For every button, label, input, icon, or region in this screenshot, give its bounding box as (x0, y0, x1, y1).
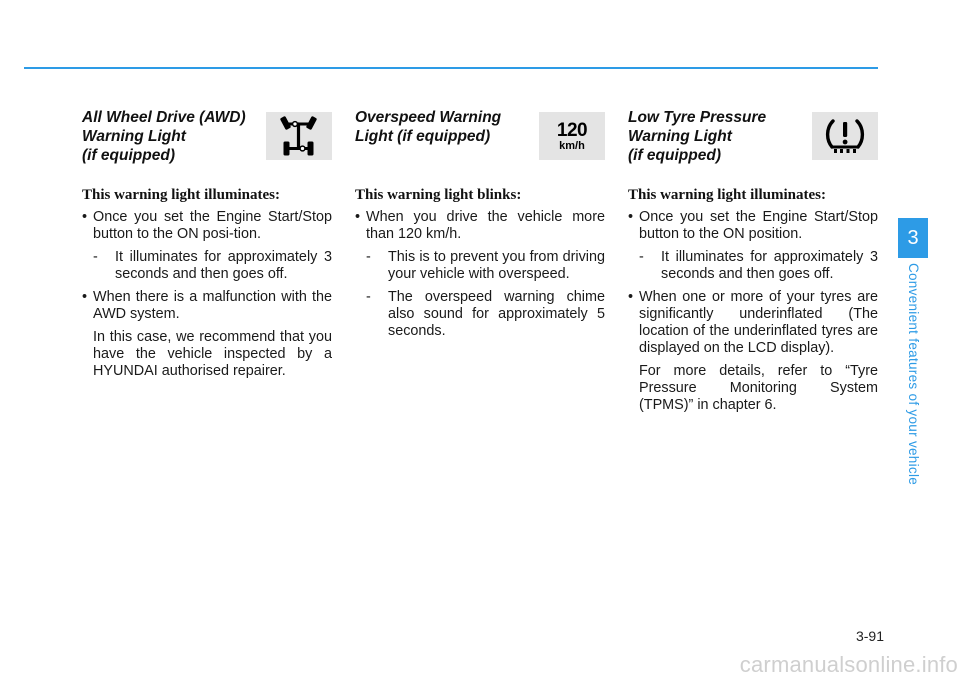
tpms-title-line-2: Warning Light (628, 128, 732, 145)
speed-icon-number: 120 (556, 119, 588, 141)
overspeed-bullet-1 (355, 209, 605, 243)
bullet-marker: • (628, 289, 634, 305)
bullet-marker: • (82, 289, 88, 305)
page-number: 3-91 (855, 628, 884, 644)
top-rule (24, 67, 878, 69)
overspeed-body (355, 186, 605, 346)
tpms-icon-box (812, 112, 878, 160)
tpms-note: For more details, refer to “Tyre Pressure Monitoring System (TPMS)” in chapter 6. (639, 363, 878, 413)
tpms-body (628, 186, 878, 420)
awd-lead: This warning light illuminates: (82, 187, 280, 203)
awd-bullet-2 (82, 289, 332, 323)
chapter-title: Convenient features of your vehicle (906, 262, 921, 486)
awd-bullet-1-text: Once you set the Engine Start/Stop button to the ON posi-tion. (93, 209, 332, 242)
tpms-title-line-1: Low Tyre Pressure (628, 109, 767, 126)
dash-marker: - (366, 249, 371, 265)
low-tyre-pressure-icon (823, 116, 867, 156)
bullet-marker: • (628, 209, 634, 225)
tpms-bullet-2-text: When one or more of your tyres are significantly underinflated (The location of the underinflated tyres are displayed on the LCD display). (639, 289, 878, 356)
overspeed-sub-1-text: This is to prevent you from driving your vehicle with overspeed. (388, 249, 605, 282)
overspeed-title-line-1: Overspeed Warning (355, 109, 502, 126)
overspeed-sub-2 (366, 289, 605, 340)
dash-marker: - (639, 249, 644, 265)
overspeed-section-title (355, 108, 525, 146)
awd-body (82, 186, 332, 386)
awd-sub-1 (93, 249, 332, 283)
chapter-number-tab (898, 218, 928, 258)
awd-note: In this case, we recommend that you have the vehicle inspected by a HYUNDAI authorised repairer. (93, 329, 332, 379)
awd-title-line-2: Warning Light (82, 128, 186, 145)
tpms-lead: This warning light illuminates: (628, 187, 826, 203)
overspeed-sub-2-text: The overspeed warning chime also sound for approximately 5 seconds. (388, 289, 605, 339)
speed-120-icon (557, 121, 587, 152)
tpms-sub-1 (639, 249, 878, 283)
awd-sub-1-text: It illuminates for approximately 3 seconds and then goes off. (115, 249, 332, 282)
watermark: carmanualsonline.info (739, 652, 958, 677)
overspeed-title-line-2: Light (if equipped) (355, 128, 491, 145)
dash-marker: - (366, 289, 371, 305)
overspeed-sub-1 (366, 249, 605, 283)
awd-bullet-2-text: When there is a malfunction with the AWD system. (93, 289, 332, 322)
overspeed-icon-box (539, 112, 605, 160)
tpms-bullet-1 (628, 209, 878, 243)
chapter-number: 3 (907, 226, 919, 249)
bullet-marker: • (82, 209, 88, 225)
dash-marker: - (93, 249, 98, 265)
awd-title-line-3: (if equipped) (82, 147, 175, 164)
tpms-bullet-1-text: Once you set the Engine Start/Stop button to the ON position. (639, 209, 878, 242)
bullet-marker: • (355, 209, 361, 225)
awd-title-line-1: All Wheel Drive (AWD) (82, 109, 246, 126)
speed-icon-unit: km/h (559, 139, 585, 152)
awd-section-title (82, 108, 252, 165)
awd-icon-box (266, 112, 332, 160)
tpms-bullet-2 (628, 289, 878, 357)
tpms-sub-1-text: It illuminates for approximately 3 seconds and then goes off. (661, 249, 878, 282)
overspeed-bullet-1-text: When you drive the vehicle more than 120 km/h. (366, 209, 605, 242)
tpms-section-title (628, 108, 798, 165)
awd-warning-icon (279, 115, 319, 157)
overspeed-lead: This warning light blinks: (355, 187, 522, 203)
awd-bullet-1 (82, 209, 332, 243)
tpms-title-line-3: (if equipped) (628, 147, 721, 164)
